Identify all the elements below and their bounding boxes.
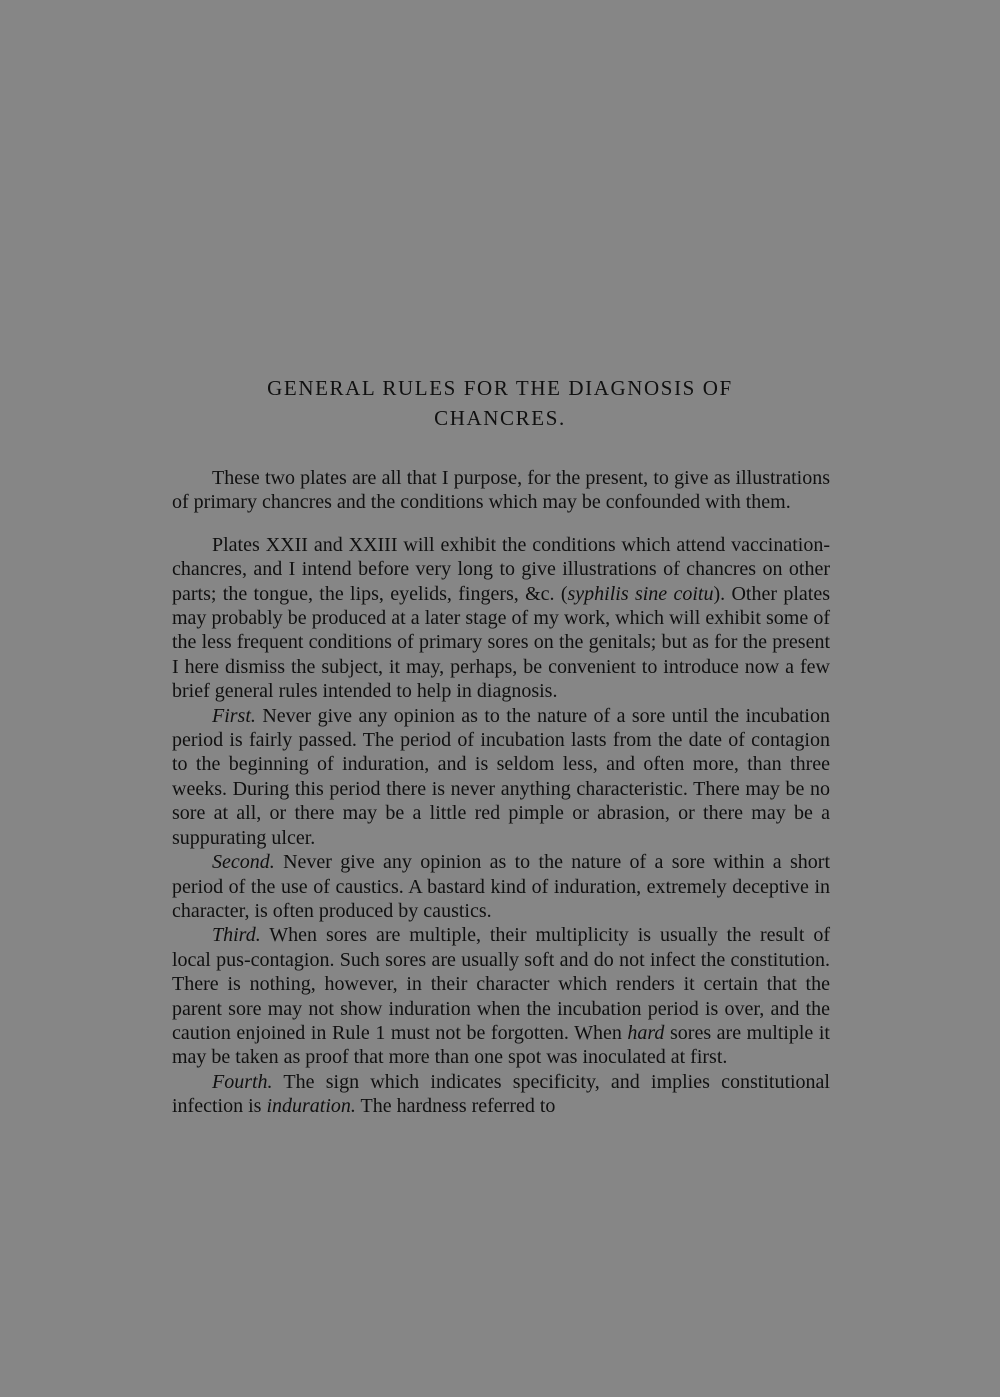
rule-first-text: Never give any opinion as to the nature of a sore until the incubation period is fairly passed. The period of incubation lasts from the date of contagion to the beginning of induration, and is seldom less, and often more, than three weeks. During this period there is never anything characteristic. There may be no sore at all, or there may be a little red pimple or abrasion, or there may be a suppurating ulcer. — [172, 704, 830, 849]
rule-fourth-text-after: The hardness referred to — [355, 1095, 556, 1118]
rule-third-italic-word: hard — [627, 1021, 665, 1044]
rule-fourth-italic-word: induration. — [266, 1095, 356, 1118]
plates-text-before: Plates XXII and XXIII will exhibit the conditions which attend vaccination-chancres, and I intend before very long to give illustrations of chancres on other parts; the tongue, the lips, eyelids, fingers, &c. ( — [172, 533, 830, 605]
rule-second-text: Never give any opinion as to the nature of a sore within a short period of the use of caustics. A bastard kind of induration, extremely deceptive in character, is often produced by caustics. — [172, 851, 830, 922]
body-text — [172, 466, 830, 1119]
plates-paragraph — [172, 533, 830, 704]
heading-line-2: CHANCRES. — [434, 406, 566, 430]
rule-first-lead: First. — [212, 704, 256, 727]
rule-third-text-after: sores are multiple it may be taken as proof that more than one spot was inoculated at first. — [172, 1021, 830, 1069]
heading-line-1: GENERAL RULES FOR THE DIAGNOSIS OF — [267, 376, 733, 400]
rule-fourth-lead: Fourth. — [212, 1070, 273, 1093]
intro-paragraph: These two plates are all that I purpose, for the present, to give as illustrations of primary chancres and the conditions which may be confounded with them. — [172, 467, 830, 514]
rule-second-lead: Second. — [212, 851, 275, 874]
rule-third-lead: Third. — [212, 924, 261, 947]
rule-third-text-before: When sores are multiple, their multiplicity is usually the result of local pus-contagion. Such sores are usually soft and do not infect the constitution. There is nothing, however, in their character which renders it certain that the parent sore may not show induration when the incubation period is over, and the caution enjoined in Rule 1 must not be forgotten. When — [172, 924, 830, 1044]
rule-second-paragraph — [172, 850, 830, 923]
page-heading — [170, 373, 830, 433]
plates-text-after: ). Other plates may probably be produced at a later stage of my work, which will exhibit some of the less frequent conditions of primary sores on the genitals; but as for the present I here dismiss the subject, it may, perhaps, be convenient to introduce now a few brief general rules intended to help in diagnosis. — [172, 582, 830, 703]
rule-first-paragraph — [172, 704, 830, 850]
rule-fourth-paragraph — [172, 1070, 830, 1119]
rule-fourth-text-before: The sign which indicates specificity, and implies constitutional infection is — [172, 1070, 830, 1118]
rule-third-paragraph — [172, 923, 830, 1069]
plates-italic-phrase: syphilis sine coitu — [567, 582, 714, 605]
